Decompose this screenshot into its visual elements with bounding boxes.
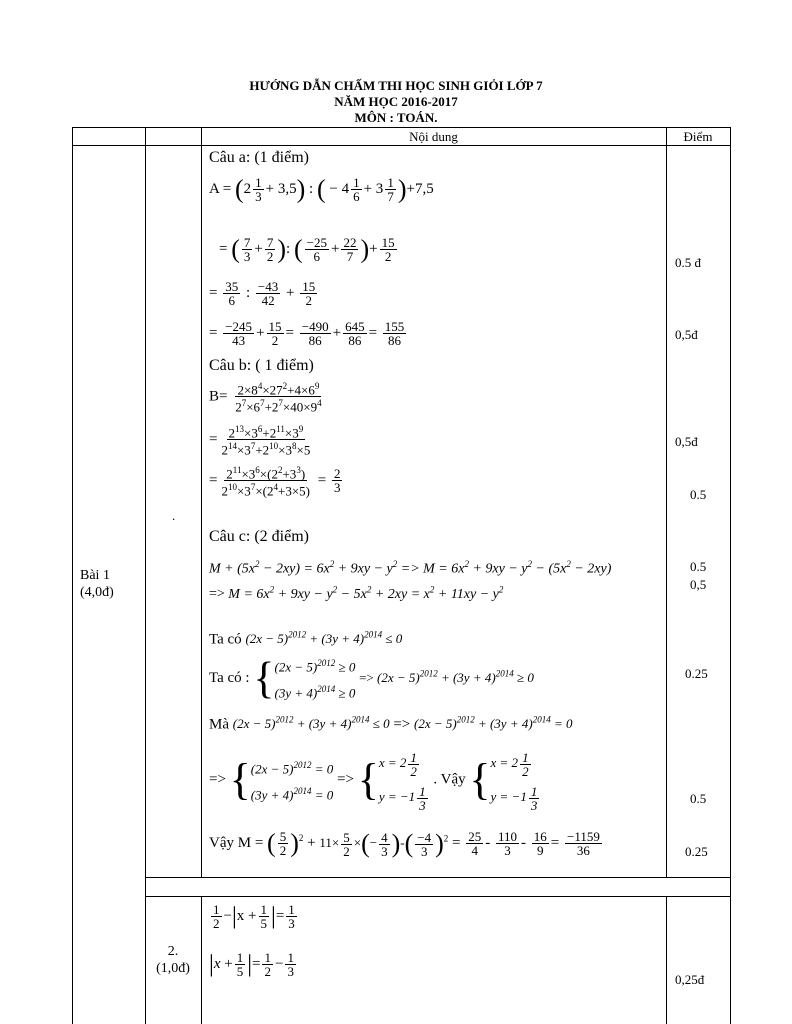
formula-a2: = ( $\frac{7}{3}$ + $\frac{7}{2}$ ): ( $\frac{-25}{6}$ + $\frac{22}{7}$ )+ $\frac{15}{2}$ bbox=[219, 234, 395, 264]
column-header-content: Nội dung bbox=[409, 129, 458, 144]
question-a-heading: Câu a: (1 điểm) bbox=[209, 149, 309, 166]
problem-points: (4,0đ) bbox=[80, 585, 114, 600]
score-p2: 0,25đ bbox=[675, 972, 705, 987]
formula-a4: = $\frac{-245}{43}$ + $\frac{15}{2}$ = $\frac{-490}{86}$ + $\frac{645}{86}$ = $\frac{155}{86}$ bbox=[209, 319, 405, 348]
school-year: NĂM HỌC 2016-2017 bbox=[334, 94, 458, 109]
question-b-heading: Câu b: ( 1 điểm) bbox=[209, 357, 314, 374]
problem-label: Bài 1 bbox=[80, 568, 110, 583]
part2-step: |x + $\frac{1}{5}$ |= $\frac{1}{2}$ − $\frac{1}{3}$ bbox=[209, 950, 294, 979]
vay-label: Vậy bbox=[440, 771, 466, 788]
formula-b1: B= $\frac{2\times 8^4\times 27^2+4\times 6^9}{2^7\times 6^7+2^7\times 40\times 9^4}$ bbox=[209, 381, 322, 415]
condition-line-2: Ta có : { $(2x - 5)^{2012} \ge 0$ $(3y + 4)^{2014} \ge 0$ => $(2x - 5)^{2012} + (3y + 4)^{2014} \ge 0$ bbox=[209, 653, 534, 703]
part-points: (1,0đ) bbox=[156, 961, 190, 976]
implies-arrow: => bbox=[209, 771, 226, 788]
part-number: 2. bbox=[167, 944, 179, 959]
part2-equation: $\frac{1}{2}$ −|x + $\frac{1}{5}$ |= $\frac{1}{3}$ bbox=[213, 902, 295, 931]
subject: MÔN : TOÁN. bbox=[354, 110, 438, 125]
score-b2: 0.5 bbox=[690, 487, 707, 502]
formula-a1: A = (2 $\frac{1}{3}$ + 3,5) : ( − 4 $\frac{1}{6}$ + 3 $\frac{1}{7}$ )+7,5 bbox=[209, 174, 434, 204]
column-header-score: Điểm bbox=[683, 129, 713, 144]
condition-line-3: Mà $(2x - 5)^{2012} + (3y + 4)^{2014} \le 0 => (2x - 5)^{2012} + (3y + 4)^{2014} = 0$ bbox=[209, 715, 573, 733]
vay-m-label: Vậy M = bbox=[209, 835, 264, 851]
score-a1: 0.5 đ bbox=[675, 255, 701, 270]
dot-mark: . bbox=[172, 508, 176, 523]
formula-b3: = $\frac{2^{11}\times 3^6\times(2^2+3^3)}{2^{10}\times 3^7\times(2^4+3\times 5)}$ = $\frac{2}{3}$ bbox=[209, 465, 341, 499]
formula-c1: $M + (5x^2 - 2xy) = 6x^2 + 9xy - y^2 => M = 6x^2 + 9xy - y^2 - (5x^2 - 2xy)$ bbox=[209, 559, 612, 577]
score-c3: 0.25 bbox=[685, 666, 708, 681]
doc-title: HƯỚNG DẪN CHẤM THI HỌC SINH GIỎI LỚP 7 bbox=[249, 78, 543, 93]
condition-line-1: Ta có $(2x - 5)^{2012} + (3y + 4)^{2014} \le 0$ bbox=[209, 630, 403, 648]
score-c4: 0.5 bbox=[690, 791, 707, 806]
formula-c2: => $M = 6x^2 + 9xy - y^2 - 5x^2 + 2xy = x^2 + 11xy - y^2$ bbox=[209, 584, 504, 602]
formula-b2: = $\frac{2^{13}\times 3^6+2^{11}\times 3^9}{2^{14}\times 3^7+2^{10}\times 3^8\times 5}$ bbox=[209, 424, 311, 458]
score-b1: 0,5đ bbox=[675, 434, 698, 449]
score-c5: 0.25 bbox=[685, 844, 708, 859]
ma-label: Mà bbox=[209, 716, 229, 733]
score-c1: 0.5 bbox=[690, 559, 707, 574]
question-c-heading: Câu c: (2 điểm) bbox=[209, 528, 309, 545]
score-a2: 0,5đ bbox=[675, 327, 698, 342]
formula-a3: = $\frac{35}{6}$ : $\frac{-43}{42}$ + $\frac{15}{2}$ bbox=[209, 279, 316, 308]
score-c2: 0,5 bbox=[690, 577, 707, 592]
solution-system: => { $(2x - 5)^{2012} = 0$ $(3y + 4)^{2014} = 0$ => { x = 2 $\frac{1}{2}$ y = −1 $\frac{1}{3}$ . Vậy { x = 2 $\frac{1}{2}$ y = −1 $\frac{1}{3}$ bbox=[209, 749, 538, 813]
ta-co-label-2: Ta có : bbox=[209, 669, 250, 686]
ta-co-label: Ta có bbox=[209, 631, 242, 648]
final-m-value: Vậy M = ( $\frac{5}{2}$ )$^2$ + 11× $\frac{5}{2}$ ×(− $\frac{4}{3}$ )-( $\frac{-4}{3}$ )$^2$ = $\frac{25}{4}$ - $\frac{110}{3}$ - $\frac{16}{9}$ = $\frac{-1159}{36}$ bbox=[209, 828, 600, 859]
